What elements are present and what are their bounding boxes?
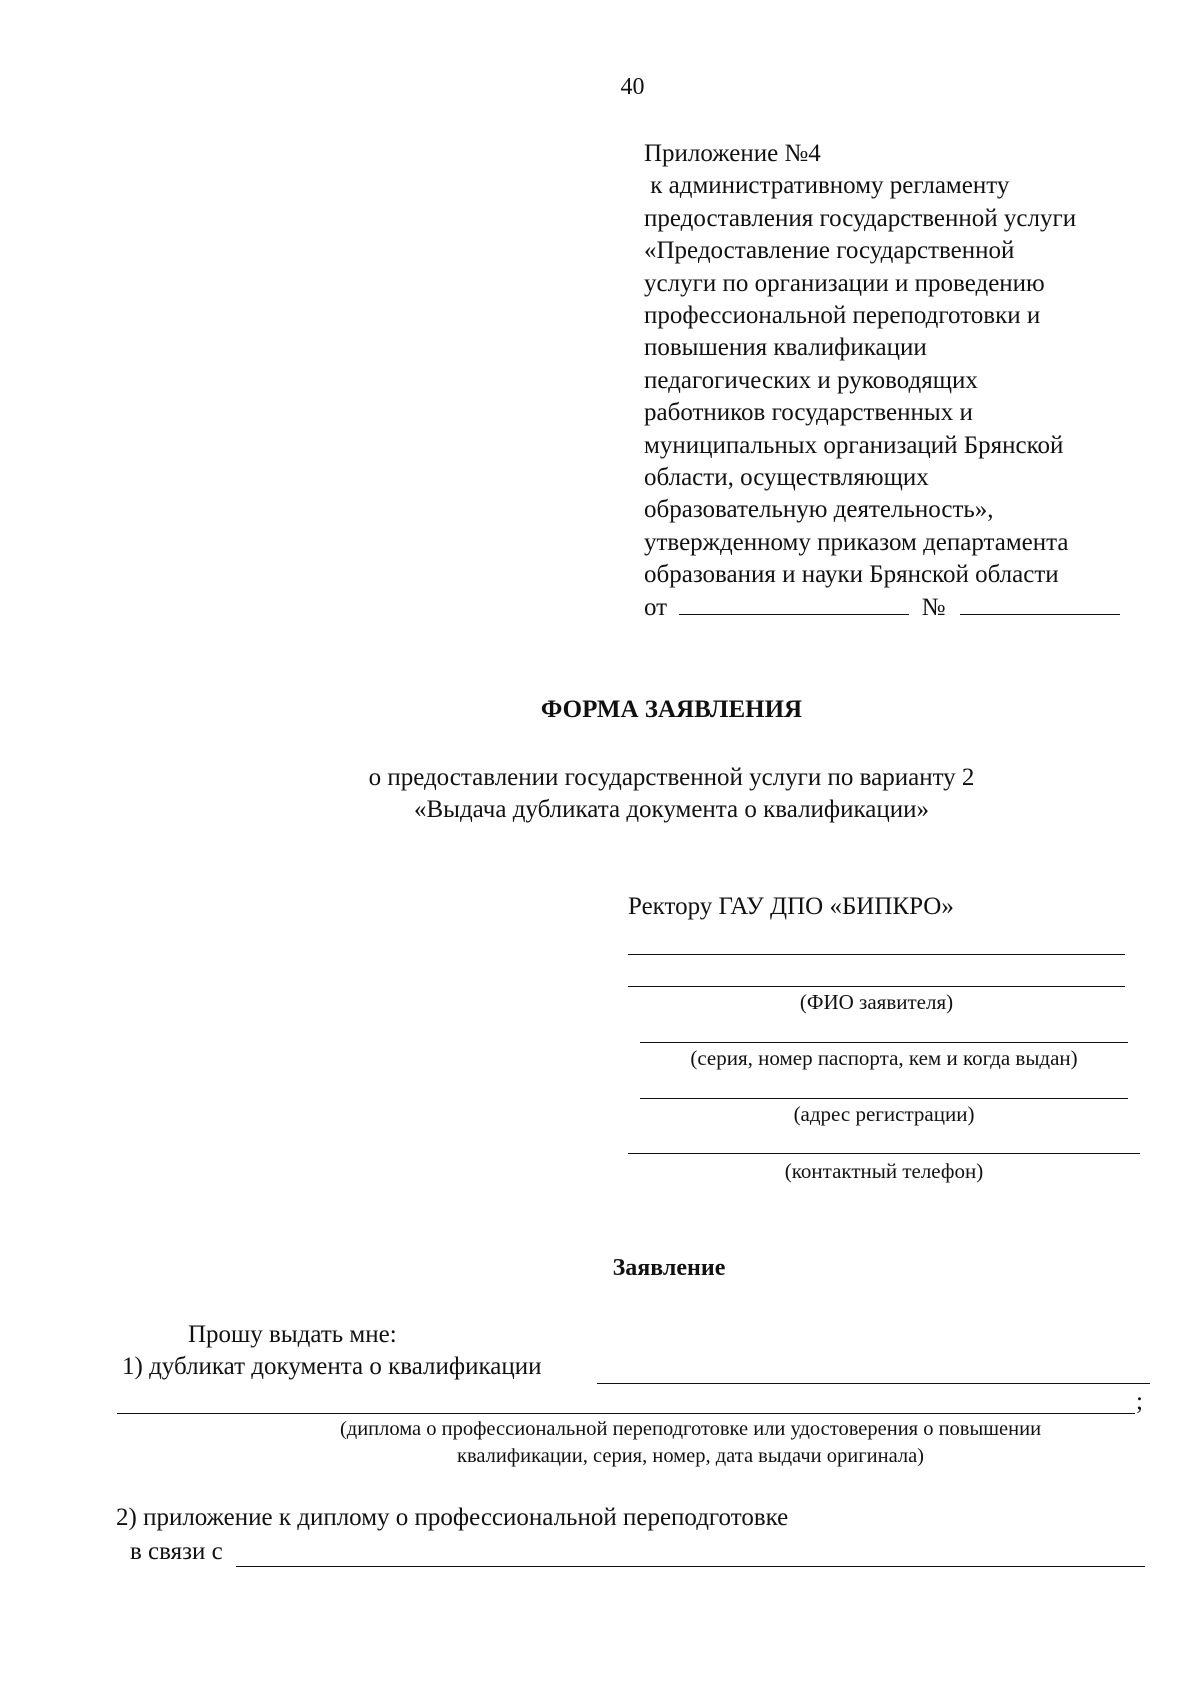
item-1-label: 1) дубликат документа о квалификации — [122, 1353, 542, 1380]
passport-line — [640, 1042, 1128, 1043]
item-1-caption — [117, 1416, 1200, 1470]
phone-caption: (контактный телефон) — [784, 1159, 984, 1183]
item-1-blank — [597, 1383, 1150, 1384]
appendix-line: профессиональной переподготовки и — [644, 302, 1041, 330]
page-number: 40 — [620, 74, 645, 100]
appendix-line: образовательную деятельность», — [644, 496, 994, 524]
appendix-line: к административному регламенту — [644, 172, 1010, 200]
item-1-caption-line-1: (диплома о профессиональной переподготовке или удостоверения о повышении — [339, 1418, 1042, 1440]
recipient: Ректору ГАУ ДПО «БИПКРО» — [628, 893, 954, 920]
appendix-line: повышения квалификации — [644, 334, 927, 362]
subtitle-line-2: «Выдача дубликата документа о квалификации» — [413, 796, 929, 823]
appendix-line: услуги по организации и проведению — [644, 269, 1045, 297]
appendix-line: утвержденному приказом департамента — [644, 528, 1069, 556]
number-blank — [960, 594, 1120, 615]
fio-line — [628, 986, 1125, 987]
applicant-line — [628, 954, 1125, 955]
item-1-blank-2 — [117, 1413, 1135, 1414]
item-2-reason-label: в связи с — [130, 1538, 223, 1565]
passport-caption: (серия, номер паспорта, кем и когда выдан) — [690, 1046, 1078, 1070]
appendix-line: «Предоставление государственной — [644, 237, 1015, 265]
form-subtitle — [0, 762, 1200, 826]
phone-line — [628, 1153, 1140, 1154]
number-sign: № — [921, 593, 946, 621]
appendix-header — [644, 138, 1120, 624]
fio-caption: (ФИО заявителя) — [799, 990, 954, 1014]
item-2-reason-blank — [236, 1566, 1145, 1567]
appendix-line: педагогических и руководящих — [644, 366, 978, 394]
item-1-end: ; — [1136, 1388, 1143, 1415]
appendix-line: муниципальных организаций Брянской — [644, 431, 1064, 459]
date-blank — [679, 594, 909, 615]
item-2-label: 2) приложение к диплому о профессиональной переподготовке — [116, 1504, 789, 1531]
appendix-line: Приложение №4 — [644, 140, 821, 167]
appendix-line: работников государственных и — [644, 399, 973, 427]
address-caption: (адрес регистрации) — [793, 1102, 975, 1126]
item-1-caption-line-2: квалификации, серия, номер, дата выдачи оригинала) — [456, 1445, 924, 1467]
statement-intro: Прошу выдать мне: — [188, 1321, 397, 1348]
appendix-line: образования и науки Брянской области — [644, 561, 1059, 589]
statement-title: Заявление — [612, 1255, 726, 1281]
date-prefix: от — [644, 593, 668, 621]
address-line — [640, 1098, 1128, 1099]
subtitle-line-1: о предоставлении государственной услуги по варианту 2 — [368, 764, 975, 791]
form-title: ФОРМА ЗАЯВЛЕНИЯ — [540, 696, 803, 723]
appendix-line: предоставления государственной услуги — [644, 204, 1077, 232]
appendix-line: области, осуществляющих — [644, 464, 929, 492]
appendix-date-line — [644, 592, 1120, 624]
